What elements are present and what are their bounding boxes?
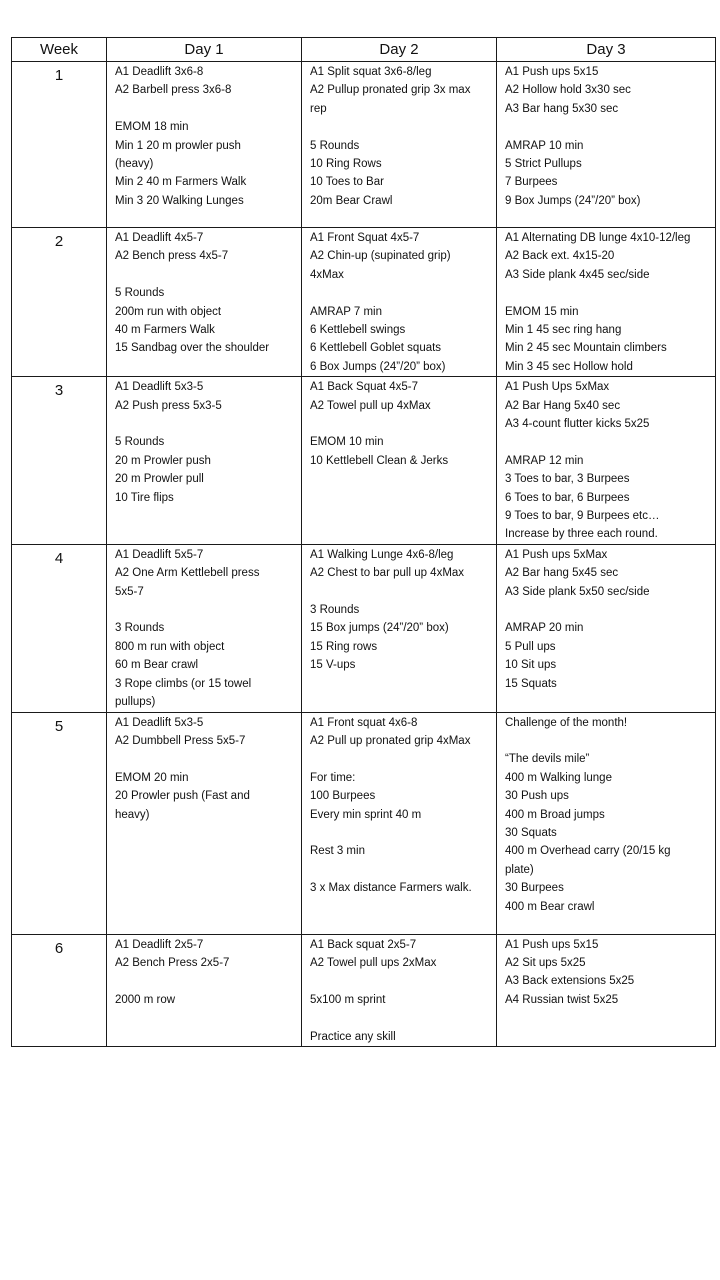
exercise-line: Every min sprint 40 m [310, 808, 422, 821]
week-number: 5 [12, 712, 107, 934]
spacer-line [310, 861, 496, 879]
spacer-line [115, 415, 301, 433]
exercise-line: 10 Ring Rows [310, 158, 382, 171]
exercise-line: A1 Deadlift 2x5-7 [115, 938, 204, 951]
exercise-line: Min 1 45 sec ring hang [505, 324, 622, 337]
spacer-line [310, 284, 496, 302]
exercise-line: EMOM 20 min [115, 771, 189, 784]
exercise-line: A2 Pullup pronated grip 3x max [310, 84, 471, 97]
exercise-line: 15 Sandbag over the shoulder [115, 342, 270, 355]
exercise-line: A1 Back Squat 4x5-7 [310, 381, 419, 394]
exercise-line: A3 Bar hang 5x30 sec [505, 102, 619, 115]
exercise-line: A2 Pull up pronated grip 4xMax [310, 734, 471, 747]
exercise-line: AMRAP 10 min [505, 139, 584, 152]
spacer-line [115, 266, 301, 284]
week-number: 1 [12, 62, 107, 228]
week-number: 4 [12, 544, 107, 712]
exercise-line: A1 Deadlift 5x5-7 [115, 548, 204, 561]
exercise-line: A2 Bench press 4x5-7 [115, 250, 229, 263]
exercise-line: 6 Box Jumps (24”/20” box) [310, 360, 446, 373]
exercise-line: A1 Split squat 3x6-8/leg [310, 66, 432, 78]
exercise-line: A2 Chest to bar pull up 4xMax [310, 567, 465, 580]
week-row [12, 377, 716, 545]
spacer-line [115, 601, 301, 619]
exercise-line: EMOM 18 min [115, 121, 189, 134]
exercise-line: A1 Deadlift 4x5-7 [115, 232, 204, 244]
spacer-line [310, 1009, 496, 1027]
exercise-line: AMRAP 7 min [310, 305, 383, 318]
exercise-line: 9 Box Jumps (24”/20” box) [505, 194, 641, 207]
exercise-line: 20 m Prowler push [115, 454, 211, 467]
exercise-line: 5 Rounds [115, 287, 165, 300]
day3-cell [497, 62, 716, 228]
day2-cell [302, 712, 497, 934]
exercise-line: A2 Bench Press 2x5-7 [115, 956, 230, 969]
day3-cell [497, 934, 716, 1046]
exercise-line: 800 m run with object [115, 640, 225, 653]
exercise-line: 5x5-7 [115, 585, 144, 598]
exercise-line: “The devils mile” [505, 753, 590, 766]
exercise-line: 30 Squats [505, 826, 557, 839]
exercise-line: 9 Toes to bar, 9 Burpees etc… [505, 510, 660, 523]
week-row [12, 934, 716, 1046]
exercise-line: 400 m Walking lunge [505, 771, 612, 784]
exercise-line: 6 Kettlebell swings [310, 324, 406, 337]
exercise-line: A1 Push ups 5xMax [505, 548, 608, 561]
exercise-line: A2 Sit ups 5x25 [505, 956, 586, 969]
exercise-line: EMOM 15 min [505, 305, 579, 318]
exercise-line: Min 1 20 m prowler push [115, 139, 241, 152]
exercise-line: A1 Front Squat 4x5-7 [310, 232, 420, 244]
exercise-line: Min 3 45 sec Hollow hold [505, 360, 633, 373]
exercise-line: For time: [310, 771, 356, 784]
exercise-line: plate) [505, 863, 534, 876]
day1-cell [107, 712, 302, 934]
exercise-line: A1 Deadlift 5x3-5 [115, 381, 204, 394]
spacer-line [115, 750, 301, 768]
exercise-line: rep [310, 102, 327, 115]
spacer-line [310, 118, 496, 136]
exercise-line: A3 Side plank 5x50 sec/side [505, 585, 650, 598]
exercise-line: Rest 3 min [310, 845, 365, 858]
exercise-line: A1 Push ups 5x15 [505, 938, 599, 951]
exercise-line: 15 Squats [505, 677, 557, 690]
exercise-line: 400 m Broad jumps [505, 808, 605, 821]
week-number: 3 [12, 377, 107, 545]
exercise-line: 40 m Farmers Walk [115, 324, 215, 337]
spacer-line [310, 583, 496, 601]
exercise-line: 3 Rounds [115, 622, 165, 635]
day3-cell [497, 228, 716, 377]
exercise-line: 20m Bear Crawl [310, 194, 393, 207]
exercise-line: heavy) [115, 808, 150, 821]
exercise-line: AMRAP 20 min [505, 622, 584, 635]
day3-cell [497, 377, 716, 545]
exercise-line: 10 Sit ups [505, 659, 557, 672]
exercise-line: 5 Strict Pullups [505, 158, 582, 171]
exercise-line: pullups) [115, 696, 156, 709]
exercise-line: 3 Rounds [310, 604, 360, 617]
week-number: 2 [12, 228, 107, 377]
exercise-line: 30 Burpees [505, 882, 564, 895]
day3-cell [497, 712, 716, 934]
exercise-line: 10 Toes to Bar [310, 176, 384, 189]
exercise-line: Challenge of the month! [505, 716, 628, 729]
exercise-line: A2 Towel pull up 4xMax [310, 399, 431, 412]
exercise-line: 5 Pull ups [505, 640, 556, 653]
workout-schedule-table [11, 37, 716, 1047]
day1-column-header: Day 1 [107, 38, 302, 62]
exercise-line: A2 Dumbbell Press 5x5-7 [115, 734, 246, 747]
exercise-line: A2 Towel pull ups 2xMax [310, 956, 437, 969]
exercise-line: A1 Deadlift 3x6-8 [115, 66, 204, 78]
exercise-line: 7 Burpees [505, 176, 558, 189]
exercise-line: 400 m Bear crawl [505, 900, 595, 913]
exercise-line: A2 One Arm Kettlebell press [115, 567, 260, 580]
exercise-line: 6 Toes to bar, 6 Burpees [505, 491, 630, 504]
exercise-line: EMOM 10 min [310, 436, 384, 449]
header-row [12, 38, 716, 62]
day3-column-header: Day 3 [497, 38, 716, 62]
day2-cell [302, 228, 497, 377]
exercise-line: A2 Bar hang 5x45 sec [505, 567, 619, 580]
exercise-line: A1 Push ups 5x15 [505, 66, 599, 78]
exercise-line: 200m run with object [115, 305, 222, 318]
exercise-line: 10 Kettlebell Clean & Jerks [310, 454, 449, 467]
exercise-line: (heavy) [115, 158, 154, 171]
day1-cell [107, 228, 302, 377]
day2-cell [302, 377, 497, 545]
exercise-line: 3 Rope climbs (or 15 towel [115, 677, 252, 690]
exercise-line: A1 Alternating DB lunge 4x10-12/leg [505, 232, 691, 244]
exercise-line: 15 V-ups [310, 659, 356, 672]
spacer-line [115, 972, 301, 990]
exercise-line: 5 Rounds [310, 139, 360, 152]
exercise-line: 100 Burpees [310, 790, 376, 803]
exercise-line: 400 m Overhead carry (20/15 kg [505, 845, 671, 858]
exercise-line: A2 Hollow hold 3x30 sec [505, 84, 631, 97]
exercise-line: A3 4-count flutter kicks 5x25 [505, 418, 650, 431]
day1-cell [107, 544, 302, 712]
exercise-line: Min 3 20 Walking Lunges [115, 194, 244, 207]
exercise-line: 60 m Bear crawl [115, 659, 199, 672]
week-number: 6 [12, 934, 107, 1046]
exercise-line: 10 Tire flips [115, 491, 174, 504]
spacer-line [505, 284, 715, 302]
exercise-line: Min 2 45 sec Mountain climbers [505, 342, 667, 355]
exercise-line: 3 Toes to bar, 3 Burpees [505, 473, 630, 486]
spacer-line [505, 732, 715, 750]
week-column-header: Week [12, 38, 107, 62]
exercise-line: A2 Chin-up (supinated grip) [310, 250, 451, 263]
spacer-line [310, 972, 496, 990]
day1-cell [107, 934, 302, 1046]
exercise-line: 2000 m row [115, 993, 176, 1006]
exercise-line: A1 Back squat 2x5-7 [310, 938, 417, 951]
day1-cell [107, 377, 302, 545]
exercise-line: A2 Back ext. 4x15-20 [505, 250, 615, 263]
week-row [12, 62, 716, 228]
exercise-line: Increase by three each round. [505, 528, 658, 541]
day2-column-header: Day 2 [302, 38, 497, 62]
exercise-line: 15 Box jumps (24”/20” box) [310, 622, 449, 635]
exercise-line: AMRAP 12 min [505, 454, 584, 467]
exercise-line: A1 Front squat 4x6-8 [310, 716, 418, 729]
exercise-line: 20 Prowler push (Fast and [115, 790, 250, 803]
exercise-line: 5 Rounds [115, 436, 165, 449]
exercise-line: A1 Deadlift 5x3-5 [115, 716, 204, 729]
exercise-line: A4 Russian twist 5x25 [505, 993, 619, 1006]
exercise-line: 20 m Prowler pull [115, 473, 204, 486]
exercise-line: 6 Kettlebell Goblet squats [310, 342, 442, 355]
spacer-line [310, 750, 496, 768]
week-row [12, 712, 716, 934]
exercise-line: A1 Walking Lunge 4x6-8/leg [310, 548, 454, 561]
day2-cell [302, 62, 497, 228]
day1-cell [107, 62, 302, 228]
week-row [12, 544, 716, 712]
spacer-line [505, 433, 715, 451]
spacer-line [505, 601, 715, 619]
day3-cell [497, 544, 716, 712]
day2-cell [302, 544, 497, 712]
spacer-line [310, 824, 496, 842]
exercise-line: A2 Bar Hang 5x40 sec [505, 399, 621, 412]
spacer-line [310, 415, 496, 433]
exercise-line: 30 Push ups [505, 790, 569, 803]
exercise-line: A1 Push Ups 5xMax [505, 381, 610, 394]
exercise-line: 3 x Max distance Farmers walk. [310, 882, 472, 895]
exercise-line: A3 Side plank 4x45 sec/side [505, 268, 650, 281]
exercise-line: A3 Back extensions 5x25 [505, 975, 635, 988]
spacer-line [115, 100, 301, 118]
spacer-line [505, 118, 715, 136]
day2-cell [302, 934, 497, 1046]
exercise-line: 4xMax [310, 268, 344, 281]
exercise-line: Min 2 40 m Farmers Walk [115, 176, 247, 189]
exercise-line: A2 Push press 5x3-5 [115, 399, 222, 412]
exercise-line: A2 Barbell press 3x6-8 [115, 84, 232, 97]
exercise-line: 5x100 m sprint [310, 993, 386, 1006]
exercise-line: Practice any skill [310, 1030, 396, 1043]
exercise-line: 15 Ring rows [310, 640, 378, 653]
week-row [12, 228, 716, 377]
